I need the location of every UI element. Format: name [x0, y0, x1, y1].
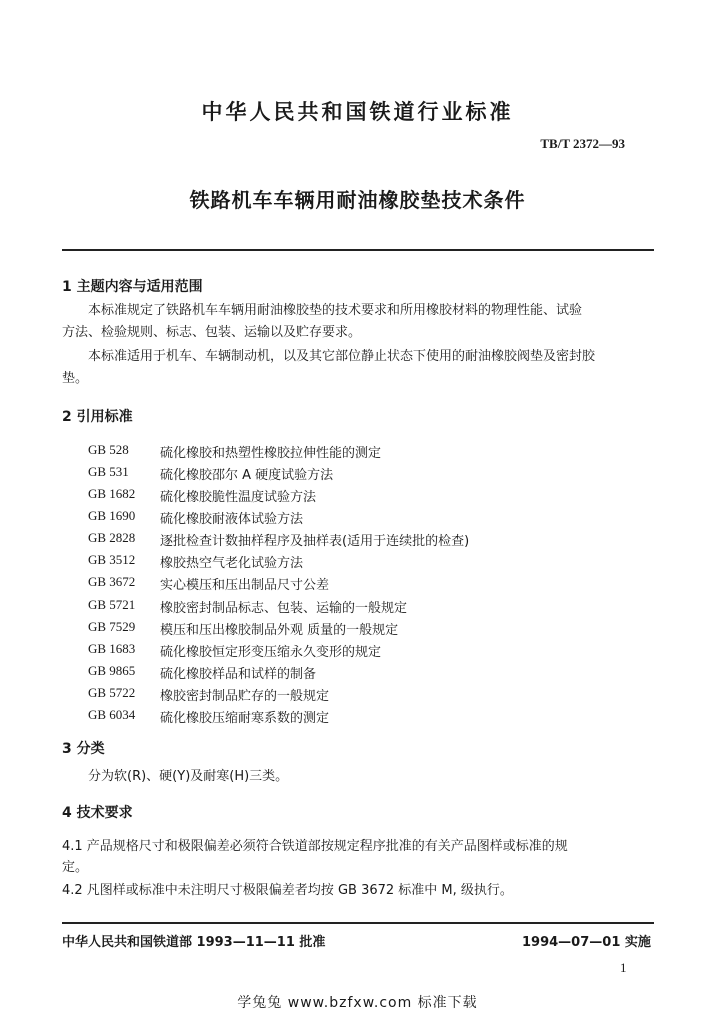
reference-code: GB 528 — [88, 442, 129, 457]
reference-code: GB 1690 — [88, 508, 136, 523]
section4-item1-line2: 定。 — [62, 860, 89, 875]
section1-para2-line2: 垫。 — [62, 371, 89, 386]
reference-code: GB 5721 — [88, 597, 136, 612]
reference-title: 硫化橡胶恒定形变压缩永久变形的规定 — [160, 645, 382, 660]
section1-para2-line1: 本标准适用于机车、车辆制动机，以及其它部位静止状态下使用的耐油橡胶阀垫及密封胶 — [88, 349, 596, 364]
site-watermark: 学兔兔 www.bzfxw.com 标准下载 — [237, 995, 478, 1011]
section1-para1-line2: 方法、检验规则、标志、包装、运输以及贮存要求。 — [62, 325, 362, 340]
reference-title: 模压和压出橡胶制品外观 质量的一般规定 — [160, 623, 399, 638]
reference-code: GB 3672 — [88, 574, 136, 589]
section4-heading: 4 技术要求 — [62, 805, 133, 821]
page-number: 1 — [620, 960, 627, 975]
reference-code: GB 3512 — [88, 552, 136, 567]
section3-heading: 3 分类 — [62, 741, 105, 757]
reference-code: GB 7529 — [88, 619, 136, 634]
reference-title: 橡胶密封制品贮存的一般规定 — [160, 689, 330, 704]
reference-code: GB 1683 — [88, 641, 136, 656]
reference-code: GB 1682 — [88, 486, 136, 501]
reference-title: 橡胶密封制品标志、包装、运输的一般规定 — [160, 601, 408, 616]
reference-title: 硫化橡胶样品和试样的制备 — [160, 667, 317, 682]
reference-title: 硫化橡胶脆性温度试验方法 — [160, 490, 317, 505]
section2-heading: 2 引用标准 — [62, 409, 133, 425]
section3-text: 分为软(R)、硬(Y)及耐寒(H)三类。 — [88, 769, 289, 784]
reference-title: 橡胶热空气老化试验方法 — [160, 556, 304, 571]
top-divider — [62, 249, 654, 251]
section4-item1-line1: 4.1 产品规格尺寸和极限偏差必须符合铁道部按规定程序批准的有关产品图样或标准的规 — [62, 839, 568, 854]
reference-title: 硫化橡胶耐液体试验方法 — [160, 512, 304, 527]
document-title: 铁路机车车辆用耐油橡胶垫技术条件 — [189, 188, 526, 212]
reference-code: GB 2828 — [88, 530, 136, 545]
bottom-divider — [62, 922, 654, 924]
section1-heading: 1 主题内容与适用范围 — [62, 279, 203, 295]
agency-title: 中华人民共和国铁道行业标准 — [201, 100, 514, 124]
standard-number: TB/T 2372—93 — [540, 136, 625, 151]
reference-title: 硫化橡胶邵尔 A 硬度试验方法 — [160, 468, 334, 483]
approval-line: 中华人民共和国铁道部 1993—11—11 批准 — [62, 935, 326, 950]
section4-item2: 4.2 凡图样或标准中未注明尺寸极限偏差者均按 GB 3672 标准中 M, 级执行。 — [62, 883, 513, 898]
reference-code: GB 531 — [88, 464, 129, 479]
reference-title: 实心模压和压出制品尺寸公差 — [160, 578, 330, 593]
implementation-date: 1994—07—01 实施 — [522, 935, 651, 950]
reference-code: GB 5722 — [88, 685, 136, 700]
reference-code: GB 6034 — [88, 707, 136, 722]
reference-title: 硫化橡胶压缩耐寒系数的测定 — [160, 711, 330, 726]
reference-code: GB 9865 — [88, 663, 136, 678]
reference-title: 逐批检查计数抽样程序及抽样表(适用于连续批的检查) — [160, 534, 470, 549]
reference-title: 硫化橡胶和热塑性橡胶拉伸性能的测定 — [160, 446, 382, 461]
section1-para1-line1: 本标准规定了铁路机车车辆用耐油橡胶垫的技术要求和所用橡胶材料的物理性能、试验 — [88, 303, 583, 318]
